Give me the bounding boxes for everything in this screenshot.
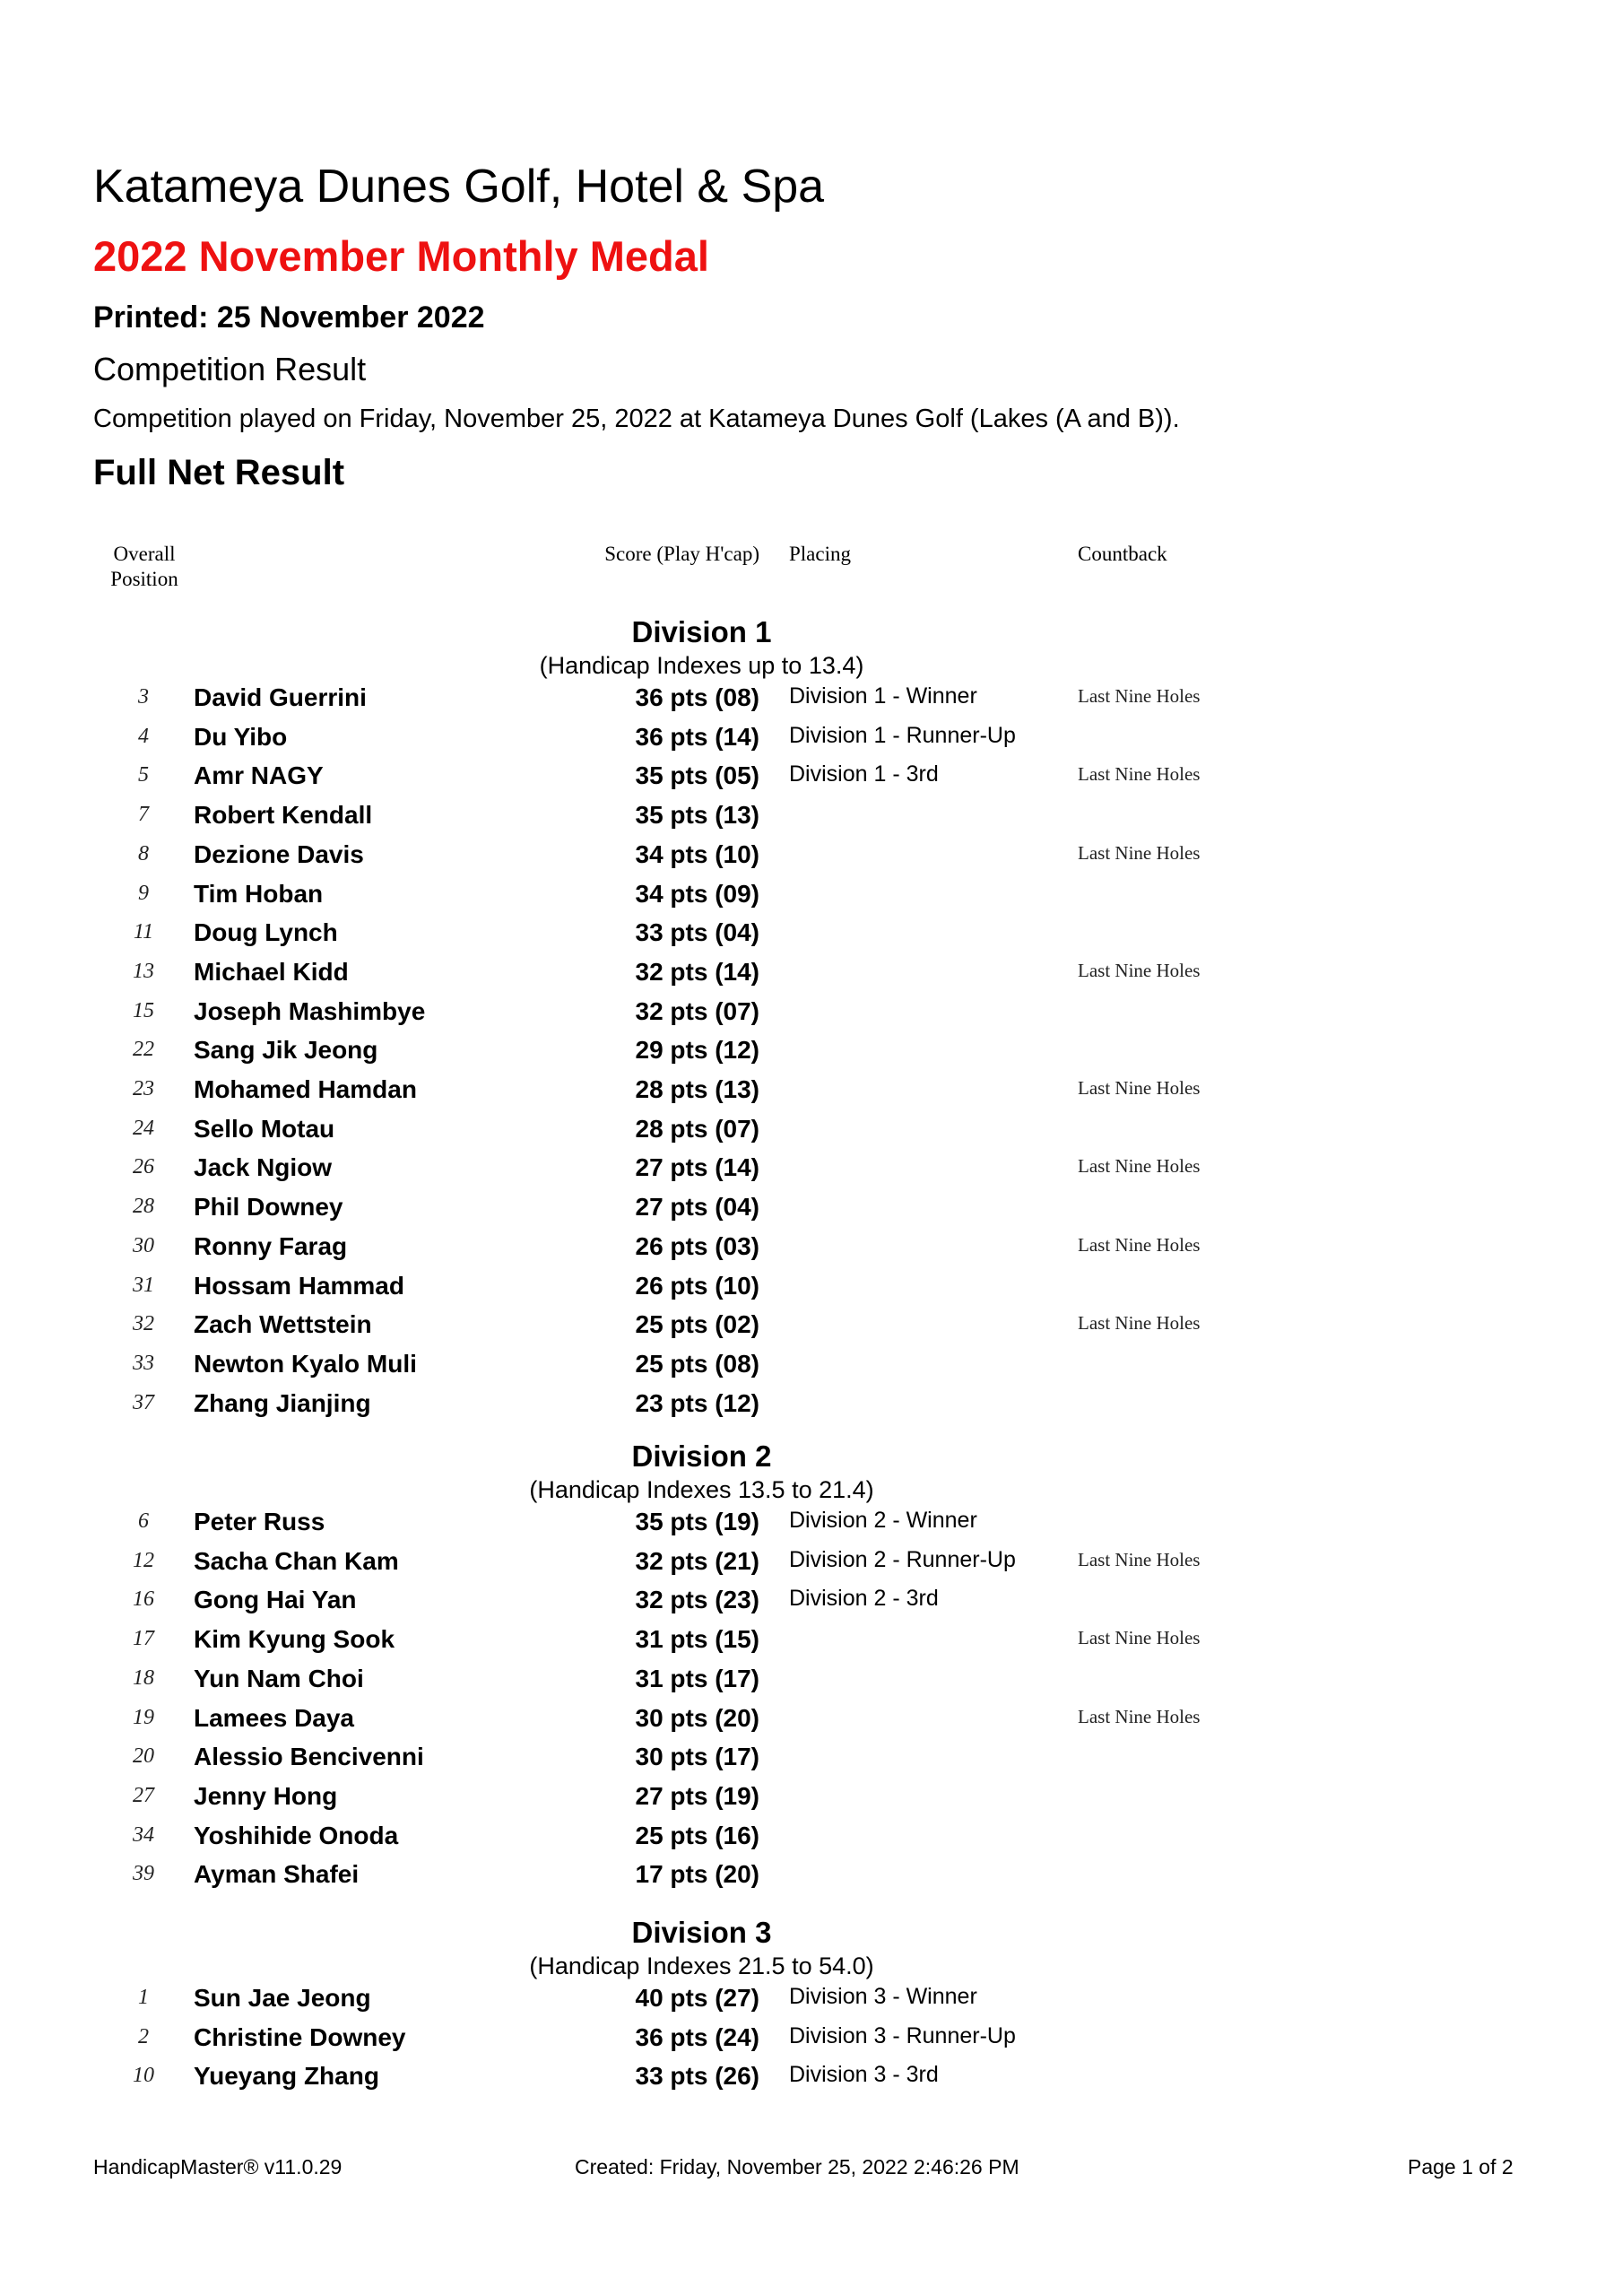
- table-row: [0, 1309, 1622, 1344]
- overall-position: 8: [138, 842, 149, 865]
- table-row: [0, 1231, 1622, 1266]
- overall-position: 16: [133, 1587, 154, 1611]
- placing: Division 1 - Runner-Up: [789, 723, 1016, 748]
- player-name: Mohamed Hamdan: [194, 1075, 417, 1103]
- overall-position: 15: [133, 999, 154, 1022]
- player-name: Kim Kyung Sook: [194, 1625, 395, 1653]
- overall-position: 13: [133, 960, 154, 983]
- table-row: [0, 1584, 1622, 1620]
- column-header-placing: Placing: [789, 543, 851, 565]
- table-row: [0, 839, 1622, 874]
- score: 27 pts (04): [635, 1193, 759, 1221]
- placing: Division 3 - 3rd: [789, 2062, 939, 2087]
- score: 36 pts (24): [635, 2023, 759, 2051]
- overall-position: 34: [133, 1823, 154, 1847]
- player-name: Sun Jae Jeong: [194, 1984, 371, 2012]
- table-row: [0, 917, 1622, 952]
- table-row: [0, 1348, 1622, 1384]
- overall-position: 26: [133, 1155, 154, 1178]
- player-name: Jenny Hong: [194, 1782, 338, 1810]
- overall-position: 18: [133, 1666, 154, 1690]
- score: 27 pts (14): [635, 1153, 759, 1181]
- player-name: Peter Russ: [194, 1508, 325, 1535]
- countback: Last Nine Holes: [1078, 1077, 1201, 1099]
- countback: Last Nine Holes: [1078, 842, 1201, 864]
- overall-position: 37: [133, 1391, 154, 1414]
- overall-position: 28: [133, 1195, 154, 1218]
- overall-position: 22: [133, 1038, 154, 1061]
- column-header-score: Score (Play H'cap): [604, 543, 759, 565]
- score: 17 pts (20): [635, 1860, 759, 1888]
- overall-position: 12: [133, 1549, 154, 1572]
- overall-position: 33: [133, 1352, 154, 1375]
- score: 32 pts (07): [635, 997, 759, 1025]
- score: 25 pts (16): [635, 1822, 759, 1849]
- table-row: [0, 1702, 1622, 1738]
- table-row: [0, 996, 1622, 1031]
- column-header-position-line1: Overall: [113, 543, 176, 565]
- player-name: David Guerrini: [194, 683, 367, 711]
- overall-position: 19: [133, 1706, 154, 1729]
- table-row: [0, 1506, 1622, 1542]
- score: 26 pts (10): [635, 1272, 759, 1300]
- overall-position: 32: [133, 1312, 154, 1335]
- table-row: [0, 1074, 1622, 1109]
- table-row: [0, 1152, 1622, 1187]
- table-row: [0, 721, 1622, 757]
- player-name: Phil Downey: [194, 1193, 343, 1221]
- placing: Division 2 - Winner: [789, 1508, 977, 1533]
- player-name: Joseph Mashimbye: [194, 997, 426, 1025]
- placing: Division 1 - 3rd: [789, 761, 939, 787]
- column-header-countback: Countback: [1078, 543, 1167, 565]
- score: 35 pts (05): [635, 761, 759, 789]
- score: 27 pts (19): [635, 1782, 759, 1810]
- placing: Division 2 - 3rd: [789, 1586, 939, 1611]
- player-name: Amr NAGY: [194, 761, 324, 789]
- score: 31 pts (15): [635, 1625, 759, 1653]
- column-header-position-line2: Position: [110, 568, 178, 590]
- overall-position: 27: [133, 1784, 154, 1807]
- column-header-position: [108, 542, 181, 592]
- overall-position: 17: [133, 1627, 154, 1650]
- placing: Division 2 - Runner-Up: [789, 1547, 1016, 1572]
- table-row: [0, 1191, 1622, 1227]
- score: 36 pts (14): [635, 723, 759, 751]
- countback: Last Nine Holes: [1078, 1155, 1201, 1177]
- player-name: Zach Wettstein: [194, 1310, 372, 1338]
- report-type: Competition Result: [93, 351, 367, 387]
- footer-created: Created: Friday, November 25, 2022 2:46:26 PM: [575, 2155, 1019, 2179]
- score: 30 pts (17): [635, 1743, 759, 1770]
- played-line: Competition played on Friday, November 25, 2022 at Katameya Dunes Golf (Lakes (A and B)).: [93, 404, 1180, 433]
- player-name: Hossam Hammad: [194, 1272, 404, 1300]
- overall-position: 31: [133, 1274, 154, 1297]
- countback: Last Nine Holes: [1078, 1312, 1201, 1334]
- table-row: [0, 1663, 1622, 1699]
- countback: Last Nine Holes: [1078, 685, 1201, 707]
- table-row: [0, 1545, 1622, 1581]
- club-name: Katameya Dunes Golf, Hotel & Spa: [93, 161, 825, 213]
- placing: Division 3 - Winner: [789, 1984, 977, 2009]
- table-row: [0, 1982, 1622, 2018]
- table-row: [0, 1820, 1622, 1856]
- overall-position: 11: [133, 920, 154, 944]
- table-row: [0, 1780, 1622, 1816]
- player-name: Jack Ngiow: [194, 1153, 333, 1181]
- table-row: [0, 2060, 1622, 2096]
- score: 32 pts (21): [635, 1547, 759, 1575]
- overall-position: 1: [138, 1986, 149, 2009]
- countback: Last Nine Holes: [1078, 1234, 1201, 1256]
- competition-title: 2022 November Monthly Medal: [93, 232, 709, 280]
- player-name: Michael Kidd: [194, 958, 349, 986]
- player-name: Yun Nam Choi: [194, 1665, 364, 1692]
- table-row: [0, 760, 1622, 796]
- overall-position: 24: [133, 1117, 154, 1140]
- player-name: Sacha Chan Kam: [194, 1547, 399, 1575]
- placing: Division 1 - Winner: [789, 683, 977, 709]
- table-row: [0, 1270, 1622, 1306]
- division-subtitle: (Handicap Indexes 21.5 to 54.0): [529, 1952, 874, 1979]
- player-name: Tim Hoban: [194, 880, 324, 908]
- table-row: [0, 1113, 1622, 1149]
- player-name: Sello Motau: [194, 1115, 335, 1143]
- score: 25 pts (02): [635, 1310, 759, 1338]
- player-name: Ronny Farag: [194, 1232, 348, 1260]
- countback: Last Nine Holes: [1078, 1706, 1201, 1727]
- score: 32 pts (14): [635, 958, 759, 986]
- division-subtitle: (Handicap Indexes 13.5 to 21.4): [529, 1476, 874, 1503]
- player-name: Du Yibo: [194, 723, 288, 751]
- player-name: Gong Hai Yan: [194, 1586, 357, 1613]
- player-name: Ayman Shafei: [194, 1860, 360, 1888]
- score: 25 pts (08): [635, 1350, 759, 1378]
- table-row: [0, 1741, 1622, 1777]
- table-row: [0, 682, 1622, 718]
- score: 33 pts (26): [635, 2062, 759, 2090]
- score: 36 pts (08): [635, 683, 759, 711]
- score: 23 pts (12): [635, 1389, 759, 1417]
- countback: Last Nine Holes: [1078, 960, 1201, 981]
- result-heading: Full Net Result: [93, 453, 345, 492]
- table-row: [0, 1858, 1622, 1894]
- player-name: Doug Lynch: [194, 918, 338, 946]
- overall-position: 4: [138, 725, 149, 748]
- countback: Last Nine Holes: [1078, 1549, 1201, 1570]
- score: 32 pts (23): [635, 1586, 759, 1613]
- overall-position: 23: [133, 1077, 154, 1100]
- division-title: Division 2: [631, 1439, 772, 1473]
- player-name: Lamees Daya: [194, 1704, 355, 1732]
- score: 29 pts (12): [635, 1036, 759, 1064]
- player-name: Yoshihide Onoda: [194, 1822, 399, 1849]
- score: 34 pts (09): [635, 880, 759, 908]
- printed-date: Printed: 25 November 2022: [93, 300, 485, 335]
- division-subtitle: (Handicap Indexes up to 13.4): [539, 652, 864, 679]
- countback: Last Nine Holes: [1078, 763, 1201, 785]
- table-row: [0, 799, 1622, 835]
- player-name: Sang Jik Jeong: [194, 1036, 378, 1064]
- score: 35 pts (19): [635, 1508, 759, 1535]
- score: 26 pts (03): [635, 1232, 759, 1260]
- player-name: Robert Kendall: [194, 801, 373, 829]
- score: 28 pts (13): [635, 1075, 759, 1103]
- placing: Division 3 - Runner-Up: [789, 2023, 1016, 2048]
- player-name: Newton Kyalo Muli: [194, 1350, 417, 1378]
- table-row: [0, 956, 1622, 992]
- player-name: Christine Downey: [194, 2023, 406, 2051]
- score: 35 pts (13): [635, 801, 759, 829]
- overall-position: 9: [138, 882, 149, 905]
- overall-position: 30: [133, 1234, 154, 1257]
- overall-position: 6: [138, 1509, 149, 1533]
- overall-position: 5: [138, 763, 149, 787]
- player-name: Yueyang Zhang: [194, 2062, 379, 2090]
- countback: Last Nine Holes: [1078, 1627, 1201, 1648]
- score: 28 pts (07): [635, 1115, 759, 1143]
- score: 40 pts (27): [635, 1984, 759, 2012]
- table-row: [0, 1034, 1622, 1070]
- player-name: Zhang Jianjing: [194, 1389, 371, 1417]
- score: 31 pts (17): [635, 1665, 759, 1692]
- table-row: [0, 2022, 1622, 2057]
- player-name: Dezione Davis: [194, 840, 364, 868]
- player-name: Alessio Bencivenni: [194, 1743, 424, 1770]
- footer-page: Page 1 of 2: [1408, 2155, 1514, 2179]
- division-title: Division 3: [631, 1916, 772, 1949]
- footer-software: HandicapMaster® v11.0.29: [93, 2155, 343, 2179]
- table-row: [0, 878, 1622, 914]
- overall-position: 3: [138, 685, 149, 709]
- overall-position: 7: [138, 803, 149, 826]
- overall-position: 39: [133, 1862, 154, 1885]
- division-title: Division 1: [631, 615, 772, 648]
- overall-position: 2: [138, 2025, 149, 2048]
- score: 34 pts (10): [635, 840, 759, 868]
- score: 33 pts (04): [635, 918, 759, 946]
- overall-position: 20: [133, 1744, 154, 1768]
- table-row: [0, 1623, 1622, 1659]
- score: 30 pts (20): [635, 1704, 759, 1732]
- table-row: [0, 1387, 1622, 1423]
- overall-position: 10: [133, 2064, 154, 2087]
